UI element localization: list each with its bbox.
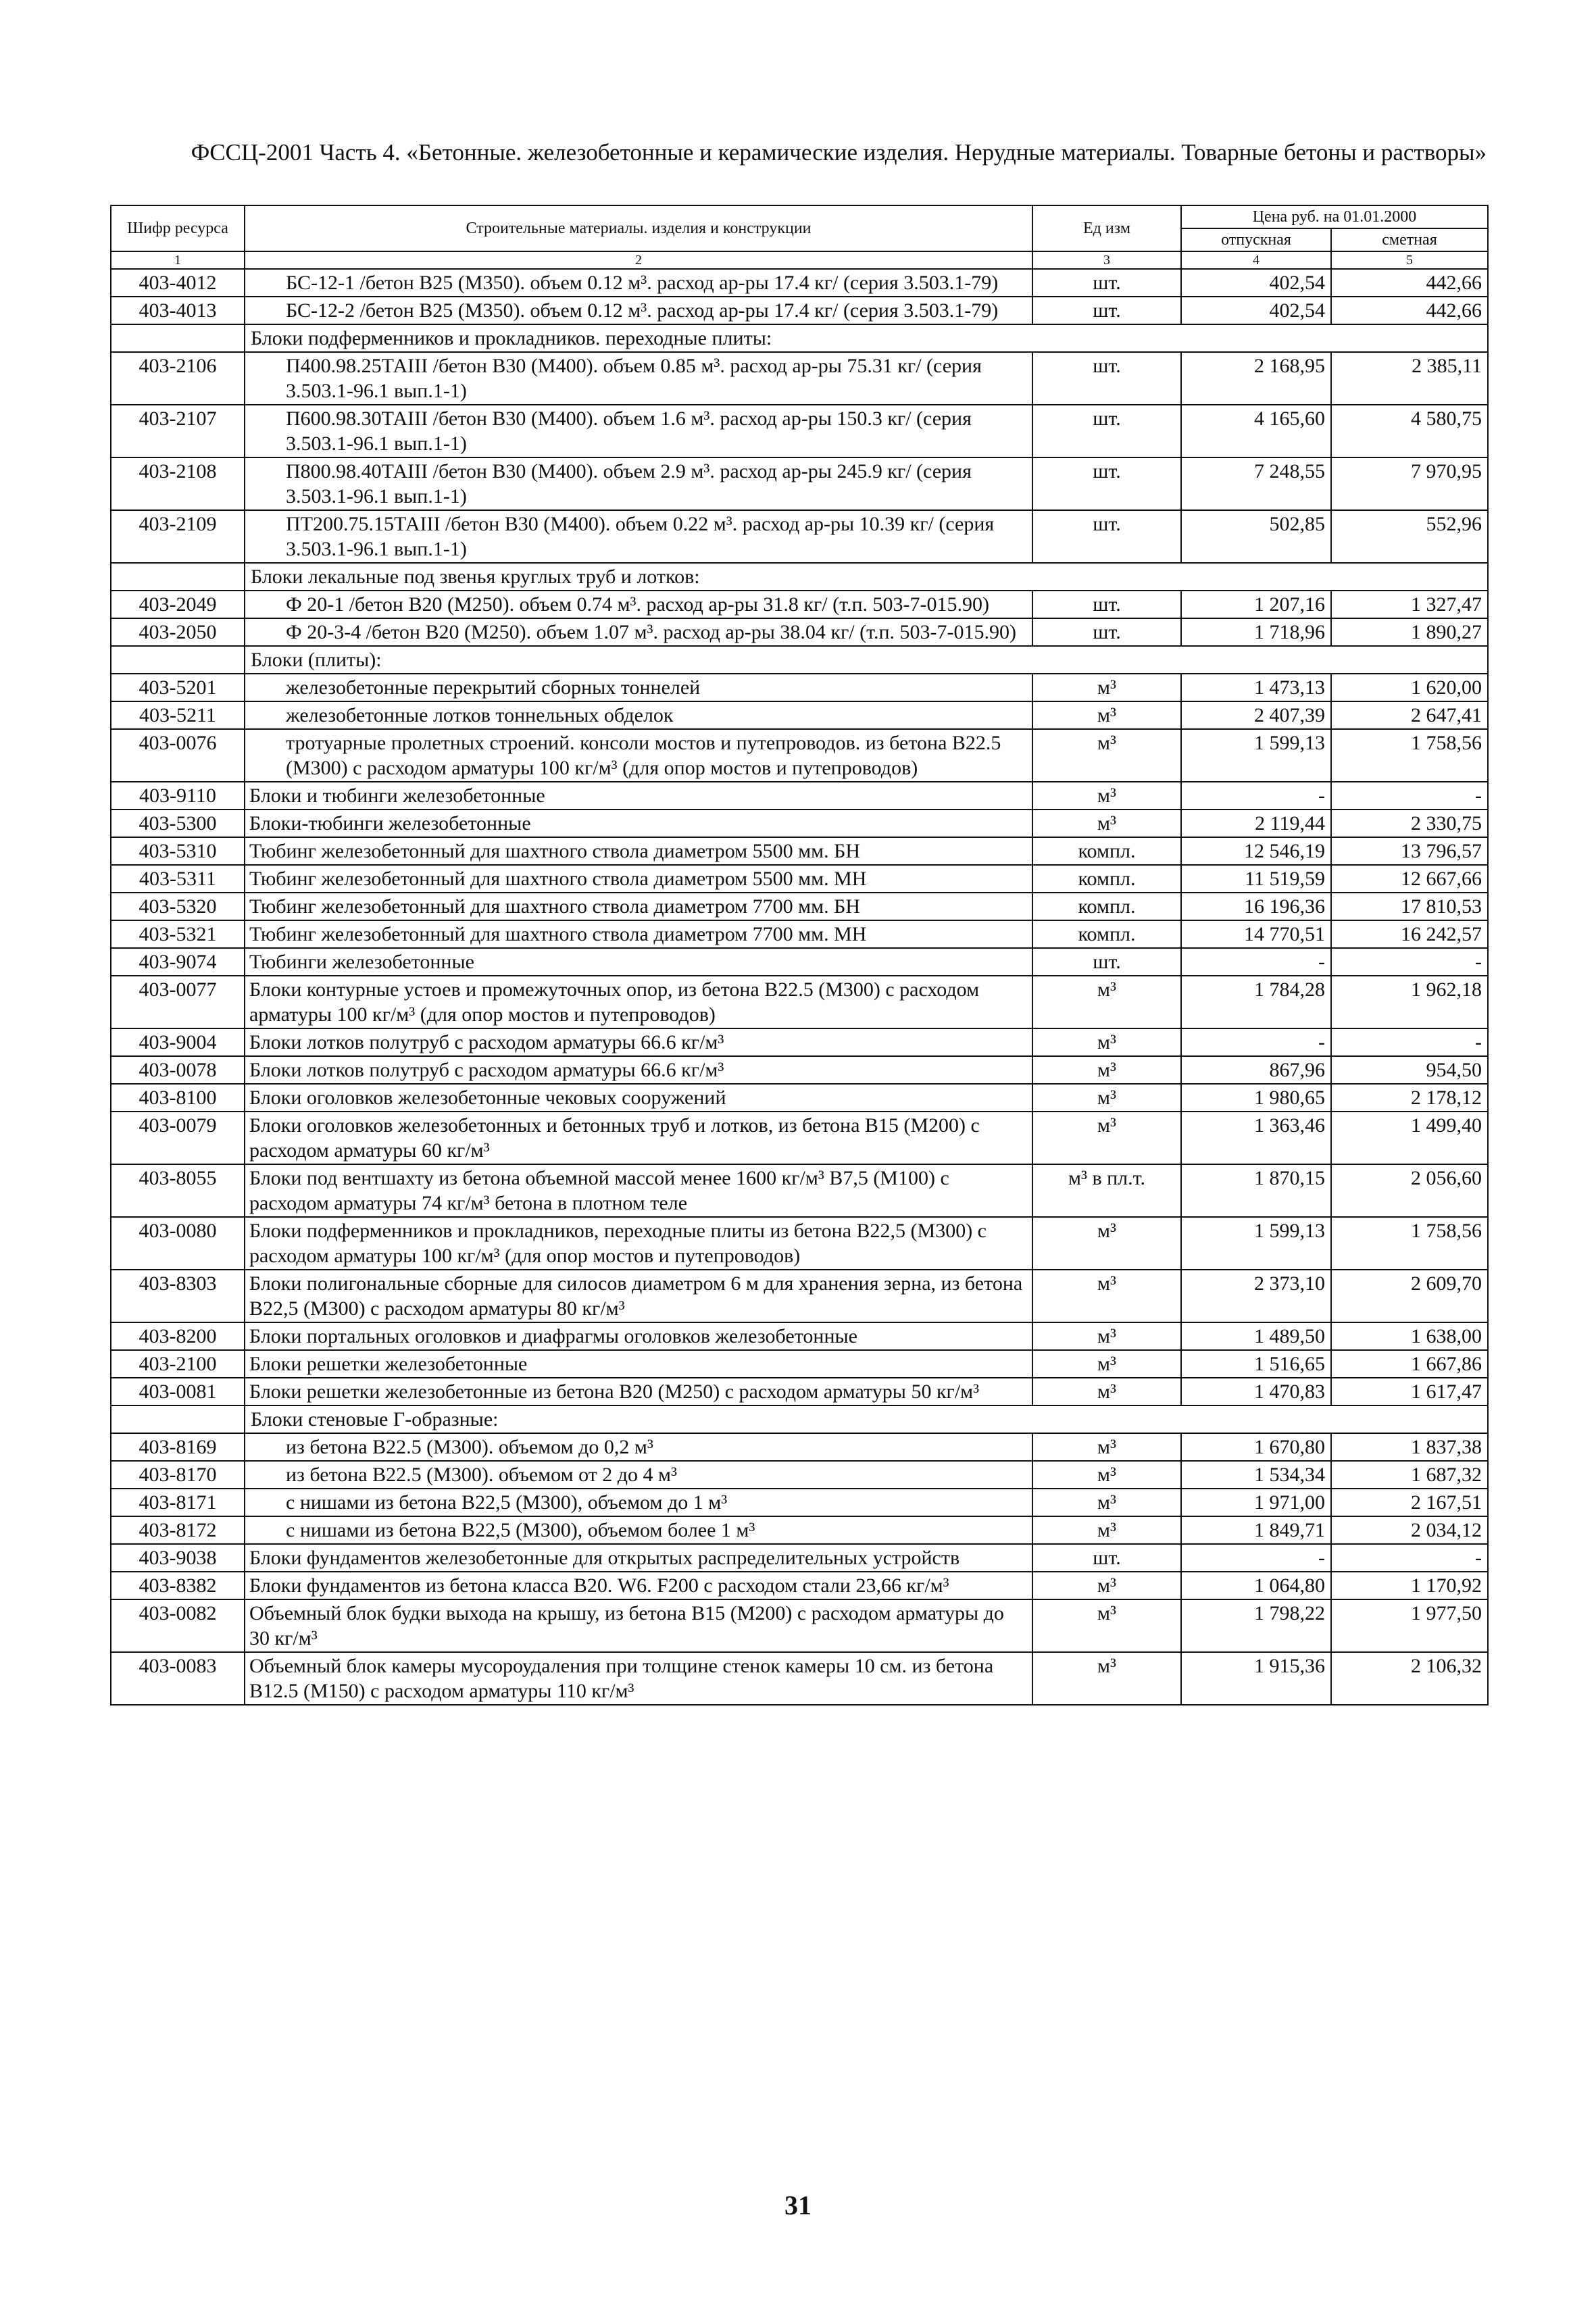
price-table	[110, 205, 1489, 1706]
table-row	[111, 1164, 1488, 1217]
estimate-price: -	[1331, 782, 1488, 810]
release-price: 1 516,65	[1181, 1350, 1331, 1378]
resource-code: 403-8200	[111, 1322, 245, 1350]
material-name: из бетона В22.5 (М300). объемом до 0,2 м³	[245, 1433, 1032, 1461]
material-name: П800.98.40ТАIII /бетон В30 (М400). объем 2.9 м³. расход ар-ры 245.9 кг/ (серия 3.503.1-96.1 вып.1-1)	[245, 457, 1032, 510]
column-number-row	[111, 251, 1488, 269]
release-price: 1 363,46	[1181, 1112, 1331, 1164]
material-name: Блоки фундаментов железобетонные для открытых распределительных устройств	[245, 1544, 1032, 1572]
release-price: 1 670,80	[1181, 1433, 1331, 1461]
unit-of-measure: м³	[1032, 1322, 1181, 1350]
table-header-row	[111, 205, 1488, 228]
material-name: БС-12-1 /бетон В25 (М350). объем 0.12 м³. расход ар-ры 17.4 кг/ (серия 3.503.1-79)	[245, 269, 1032, 297]
unit-of-measure: шт.	[1032, 948, 1181, 976]
material-name: Блоки лотков полутруб с расходом арматуры 66.6 кг/м³	[245, 1028, 1032, 1056]
unit-of-measure: компл.	[1032, 920, 1181, 948]
table-row	[111, 837, 1488, 865]
unit-of-measure: компл.	[1032, 837, 1181, 865]
unit-of-measure: м³	[1032, 810, 1181, 837]
release-price: 2 119,44	[1181, 810, 1331, 837]
unit-of-measure: шт.	[1032, 352, 1181, 405]
resource-code: 403-0078	[111, 1056, 245, 1084]
table-row	[111, 1112, 1488, 1164]
material-name: Блоки и тюбинги железобетонные	[245, 782, 1032, 810]
unit-of-measure: шт.	[1032, 510, 1181, 563]
release-price: 402,54	[1181, 269, 1331, 297]
header-release-price: отпускная	[1181, 228, 1331, 251]
release-price: -	[1181, 1028, 1331, 1056]
resource-code: 403-5310	[111, 837, 245, 865]
release-price: 1 207,16	[1181, 591, 1331, 618]
material-name: Блоки полигональные сборные для силосов диаметром 6 м для хранения зерна, из бетона В22,5 (М300) с расходом арматуры 80 кг/м³	[245, 1270, 1032, 1322]
table-row	[111, 1217, 1488, 1270]
resource-code: 403-2049	[111, 591, 245, 618]
unit-of-measure: м³	[1032, 1350, 1181, 1378]
unit-of-measure: шт.	[1032, 618, 1181, 646]
section-heading-row	[111, 324, 1488, 352]
table-row	[111, 297, 1488, 324]
release-price: 1 980,65	[1181, 1084, 1331, 1112]
estimate-price: 7 970,95	[1331, 457, 1488, 510]
resource-code: 403-8169	[111, 1433, 245, 1461]
release-price: 4 165,60	[1181, 405, 1331, 457]
unit-of-measure: шт.	[1032, 457, 1181, 510]
material-name: Блоки-тюбинги железобетонные	[245, 810, 1032, 837]
estimate-price: 12 667,66	[1331, 865, 1488, 893]
estimate-price: 4 580,75	[1331, 405, 1488, 457]
release-price: 1 915,36	[1181, 1652, 1331, 1705]
unit-of-measure: компл.	[1032, 865, 1181, 893]
estimate-price: 2 167,51	[1331, 1489, 1488, 1516]
table-row	[111, 674, 1488, 701]
header-unit: Ед изм	[1032, 205, 1181, 251]
unit-of-measure: м³	[1032, 1270, 1181, 1322]
resource-code: 403-8170	[111, 1461, 245, 1489]
resource-code: 403-8382	[111, 1572, 245, 1599]
material-name: железобетонные перекрытий сборных тоннелей	[245, 674, 1032, 701]
estimate-price: 1 962,18	[1331, 976, 1488, 1028]
section-code-cell	[111, 646, 245, 674]
unit-of-measure: м³	[1032, 1378, 1181, 1405]
table-row	[111, 1433, 1488, 1461]
unit-of-measure: м³	[1032, 782, 1181, 810]
unit-of-measure: м³	[1032, 1599, 1181, 1652]
release-price: 1 470,83	[1181, 1378, 1331, 1405]
estimate-price: 2 056,60	[1331, 1164, 1488, 1217]
resource-code: 403-8171	[111, 1489, 245, 1516]
unit-of-measure: м³	[1032, 1056, 1181, 1084]
estimate-price: 1 617,47	[1331, 1378, 1488, 1405]
resource-code: 403-9004	[111, 1028, 245, 1056]
table-row	[111, 457, 1488, 510]
unit-of-measure: м³	[1032, 1084, 1181, 1112]
table-row	[111, 618, 1488, 646]
release-price: -	[1181, 782, 1331, 810]
header-name: Строительные материалы. изделия и конструкции	[245, 205, 1032, 251]
section-code-cell	[111, 563, 245, 591]
unit-of-measure: м³ в пл.т.	[1032, 1164, 1181, 1217]
estimate-price: 16 242,57	[1331, 920, 1488, 948]
table-row	[111, 1322, 1488, 1350]
estimate-price: 1 977,50	[1331, 1599, 1488, 1652]
section-code-cell	[111, 324, 245, 352]
table-row	[111, 1084, 1488, 1112]
material-name: Объемный блок будки выхода на крышу, из бетона В15 (М200) с расходом арматуры до 30 кг/м³	[245, 1599, 1032, 1652]
resource-code: 403-5311	[111, 865, 245, 893]
resource-code: 403-2108	[111, 457, 245, 510]
resource-code: 403-9038	[111, 1544, 245, 1572]
estimate-price: 2 178,12	[1331, 1084, 1488, 1112]
resource-code: 403-9110	[111, 782, 245, 810]
release-price: 11 519,59	[1181, 865, 1331, 893]
release-price: 1 784,28	[1181, 976, 1331, 1028]
table-row	[111, 948, 1488, 976]
resource-code: 403-0080	[111, 1217, 245, 1270]
header-code: Шифр ресурса	[111, 205, 245, 251]
material-name: тротуарные пролетных строений. консоли мостов и путепроводов. из бетона В22.5 (М300) с расходом арматуры 100 кг/м³ (для опор мостов и путепроводов)	[245, 729, 1032, 782]
release-price: 1 534,34	[1181, 1461, 1331, 1489]
release-price: 1 599,13	[1181, 729, 1331, 782]
release-price: 2 407,39	[1181, 701, 1331, 729]
estimate-price: 2 609,70	[1331, 1270, 1488, 1322]
table-row	[111, 810, 1488, 837]
material-name: Объемный блок камеры мусороудаления при толщине стенок камеры 10 см. из бетона В12.5 (М150) с расходом арматуры 110 кг/м³	[245, 1652, 1032, 1705]
release-price: 1 718,96	[1181, 618, 1331, 646]
estimate-price: 552,96	[1331, 510, 1488, 563]
resource-code: 403-0077	[111, 976, 245, 1028]
resource-code: 403-8303	[111, 1270, 245, 1322]
column-number: 1	[111, 251, 245, 269]
unit-of-measure: м³	[1032, 1433, 1181, 1461]
table-row	[111, 1350, 1488, 1378]
material-name: Блоки оголовков железобетонных и бетонных труб и лотков, из бетона В15 (М200) с расходом арматуры 60 кг/м³	[245, 1112, 1032, 1164]
table-row	[111, 269, 1488, 297]
unit-of-measure: шт.	[1032, 1544, 1181, 1572]
material-name: Ф 20-1 /бетон В20 (М250). объем 0.74 м³. расход ар-ры 31.8 кг/ (т.п. 503-7-015.90)	[245, 591, 1032, 618]
material-name: ПТ200.75.15ТАIII /бетон В30 (М400). объем 0.22 м³. расход ар-ры 10.39 кг/ (серия 3.503.1-96.1 вып.1-1)	[245, 510, 1032, 563]
table-row	[111, 729, 1488, 782]
material-name: с нишами из бетона В22,5 (М300), объемом до 1 м³	[245, 1489, 1032, 1516]
estimate-price: -	[1331, 1028, 1488, 1056]
table-row	[111, 1652, 1488, 1705]
column-number: 3	[1032, 251, 1181, 269]
release-price: -	[1181, 948, 1331, 976]
unit-of-measure: компл.	[1032, 893, 1181, 920]
estimate-price: 2 106,32	[1331, 1652, 1488, 1705]
table-row	[111, 1378, 1488, 1405]
table-row	[111, 893, 1488, 920]
unit-of-measure: м³	[1032, 1652, 1181, 1705]
table-row	[111, 405, 1488, 457]
section-heading: Блоки стеновые Г-образные:	[245, 1405, 1488, 1433]
release-price: 502,85	[1181, 510, 1331, 563]
table-row	[111, 701, 1488, 729]
resource-code: 403-4013	[111, 297, 245, 324]
table-row	[111, 1489, 1488, 1516]
estimate-price: 1 758,56	[1331, 729, 1488, 782]
table-row	[111, 1516, 1488, 1544]
table-row	[111, 1599, 1488, 1652]
release-price: 402,54	[1181, 297, 1331, 324]
estimate-price: 2 034,12	[1331, 1516, 1488, 1544]
resource-code: 403-8100	[111, 1084, 245, 1112]
resource-code: 403-4012	[111, 269, 245, 297]
unit-of-measure: м³	[1032, 729, 1181, 782]
unit-of-measure: м³	[1032, 1516, 1181, 1544]
column-number: 5	[1331, 251, 1488, 269]
release-price: 1 870,15	[1181, 1164, 1331, 1217]
material-name: Блоки контурные устоев и промежуточных опор, из бетона В22.5 (М300) с расходом арматуры 100 кг/м³ (для опор мостов и путепроводов)	[245, 976, 1032, 1028]
resource-code: 403-0076	[111, 729, 245, 782]
header-price-group: Цена руб. на 01.01.2000	[1181, 205, 1488, 228]
estimate-price: 2 330,75	[1331, 810, 1488, 837]
section-heading: Блоки (плиты):	[245, 646, 1488, 674]
table-row	[111, 1028, 1488, 1056]
header-estimate-price: сметная	[1331, 228, 1488, 251]
resource-code: 403-0082	[111, 1599, 245, 1652]
resource-code: 403-2106	[111, 352, 245, 405]
material-name: Ф 20-3-4 /бетон В20 (М250). объем 1.07 м³. расход ар-ры 38.04 кг/ (т.п. 503-7-015.90)	[245, 618, 1032, 646]
resource-code: 403-2050	[111, 618, 245, 646]
table-row	[111, 1461, 1488, 1489]
estimate-price: 1 620,00	[1331, 674, 1488, 701]
table-row	[111, 976, 1488, 1028]
estimate-price: 442,66	[1331, 269, 1488, 297]
resource-code: 403-8172	[111, 1516, 245, 1544]
column-number: 4	[1181, 251, 1331, 269]
release-price: 16 196,36	[1181, 893, 1331, 920]
unit-of-measure: м³	[1032, 1112, 1181, 1164]
section-heading-row	[111, 563, 1488, 591]
material-name: из бетона В22.5 (М300). объемом от 2 до 4 м³	[245, 1461, 1032, 1489]
estimate-price: -	[1331, 948, 1488, 976]
unit-of-measure: шт.	[1032, 297, 1181, 324]
release-price: 14 770,51	[1181, 920, 1331, 948]
estimate-price: 1 170,92	[1331, 1572, 1488, 1599]
release-price: 2 373,10	[1181, 1270, 1331, 1322]
page-header: ФССЦ-2001 Часть 4. «Бетонные. железобетонные и керамические изделия. Нерудные материалы. Товарные бетоны и растворы»	[191, 139, 1487, 166]
resource-code: 403-5320	[111, 893, 245, 920]
table-row	[111, 1544, 1488, 1572]
unit-of-measure: м³	[1032, 976, 1181, 1028]
material-name: Блоки оголовков железобетонные чековых сооружений	[245, 1084, 1032, 1112]
estimate-price: 1 499,40	[1331, 1112, 1488, 1164]
resource-code: 403-5300	[111, 810, 245, 837]
estimate-price: 954,50	[1331, 1056, 1488, 1084]
material-name: Блоки портальных оголовков и диафрагмы оголовков железобетонные	[245, 1322, 1032, 1350]
estimate-price: 17 810,53	[1331, 893, 1488, 920]
resource-code: 403-8055	[111, 1164, 245, 1217]
table-row	[111, 865, 1488, 893]
section-heading: Блоки лекальные под звенья круглых труб и лотков:	[245, 563, 1488, 591]
unit-of-measure: шт.	[1032, 269, 1181, 297]
table-row	[111, 1270, 1488, 1322]
table-row	[111, 1056, 1488, 1084]
release-price: 7 248,55	[1181, 457, 1331, 510]
table-body	[111, 251, 1488, 1705]
unit-of-measure: м³	[1032, 1489, 1181, 1516]
estimate-price: 2 385,11	[1331, 352, 1488, 405]
material-name: с нишами из бетона В22,5 (М300), объемом более 1 м³	[245, 1516, 1032, 1544]
material-name: Тюбинг железобетонный для шахтного ствола диаметром 5500 мм. БН	[245, 837, 1032, 865]
table-row	[111, 591, 1488, 618]
material-name: Блоки решетки железобетонные	[245, 1350, 1032, 1378]
material-name: Блоки фундаментов из бетона класса В20. W6. F200 с расходом стали 23,66 кг/м³	[245, 1572, 1032, 1599]
release-price: 1 489,50	[1181, 1322, 1331, 1350]
table-row	[111, 782, 1488, 810]
resource-code: 403-2107	[111, 405, 245, 457]
resource-code: 403-5211	[111, 701, 245, 729]
table-row	[111, 1572, 1488, 1599]
release-price: 1 473,13	[1181, 674, 1331, 701]
resource-code: 403-2109	[111, 510, 245, 563]
estimate-price: 1 837,38	[1331, 1433, 1488, 1461]
material-name: БС-12-2 /бетон В25 (М350). объем 0.12 м³. расход ар-ры 17.4 кг/ (серия 3.503.1-79)	[245, 297, 1032, 324]
estimate-price: 1 758,56	[1331, 1217, 1488, 1270]
estimate-price: 442,66	[1331, 297, 1488, 324]
material-name: Тюбинг железобетонный для шахтного ствола диаметром 7700 мм. МН	[245, 920, 1032, 948]
estimate-price: 1 667,86	[1331, 1350, 1488, 1378]
resource-code: 403-0079	[111, 1112, 245, 1164]
release-price: 1 971,00	[1181, 1489, 1331, 1516]
resource-code: 403-2100	[111, 1350, 245, 1378]
material-name: П400.98.25ТАIII /бетон В30 (М400). объем 0.85 м³. расход ар-ры 75.31 кг/ (серия 3.503.1-96.1 вып.1-1)	[245, 352, 1032, 405]
resource-code: 403-5201	[111, 674, 245, 701]
unit-of-measure: м³	[1032, 674, 1181, 701]
estimate-price: 1 890,27	[1331, 618, 1488, 646]
table-row	[111, 920, 1488, 948]
material-name: Блоки под вентшахту из бетона объемной массой менее 1600 кг/м³ В7,5 (М100) с расходом арматуры 74 кг/м³ бетона в плотном теле	[245, 1164, 1032, 1217]
release-price: 1 064,80	[1181, 1572, 1331, 1599]
estimate-price: 13 796,57	[1331, 837, 1488, 865]
material-name: Блоки решетки железобетонные из бетона В20 (М250) с расходом арматуры 50 кг/м³	[245, 1378, 1032, 1405]
release-price: 2 168,95	[1181, 352, 1331, 405]
estimate-price: 1 638,00	[1331, 1322, 1488, 1350]
unit-of-measure: м³	[1032, 1461, 1181, 1489]
release-price: 867,96	[1181, 1056, 1331, 1084]
material-name: Блоки подферменников и прокладников, переходные плиты из бетона В22,5 (М300) с расходом арматуры 100 кг/м³ (для опор мостов и путепроводов)	[245, 1217, 1032, 1270]
estimate-price: 2 647,41	[1331, 701, 1488, 729]
unit-of-measure: м³	[1032, 1028, 1181, 1056]
unit-of-measure: шт.	[1032, 405, 1181, 457]
page-number: 31	[784, 2190, 812, 2220]
resource-code: 403-5321	[111, 920, 245, 948]
release-price: 1 849,71	[1181, 1516, 1331, 1544]
estimate-price: -	[1331, 1544, 1488, 1572]
section-code-cell	[111, 1405, 245, 1433]
section-heading-row	[111, 646, 1488, 674]
estimate-price: 1 327,47	[1331, 591, 1488, 618]
material-name: Тюбинг железобетонный для шахтного ствола диаметром 5500 мм. МН	[245, 865, 1032, 893]
material-name: Блоки лотков полутруб с расходом арматуры 66.6 кг/м³	[245, 1056, 1032, 1084]
section-heading: Блоки подферменников и прокладников. переходные плиты:	[245, 324, 1488, 352]
table-row	[111, 510, 1488, 563]
material-name: Тюбинги железобетонные	[245, 948, 1032, 976]
resource-code: 403-9074	[111, 948, 245, 976]
unit-of-measure: м³	[1032, 701, 1181, 729]
unit-of-measure: м³	[1032, 1217, 1181, 1270]
table-row	[111, 352, 1488, 405]
release-price: 1 599,13	[1181, 1217, 1331, 1270]
unit-of-measure: шт.	[1032, 591, 1181, 618]
estimate-price: 1 687,32	[1331, 1461, 1488, 1489]
resource-code: 403-0083	[111, 1652, 245, 1705]
price-table-container	[110, 205, 1487, 1706]
unit-of-measure: м³	[1032, 1572, 1181, 1599]
release-price: 12 546,19	[1181, 837, 1331, 865]
release-price: 1 798,22	[1181, 1599, 1331, 1652]
section-heading-row	[111, 1405, 1488, 1433]
resource-code: 403-0081	[111, 1378, 245, 1405]
release-price: -	[1181, 1544, 1331, 1572]
material-name: П600.98.30ТАIII /бетон В30 (М400). объем 1.6 м³. расход ар-ры 150.3 кг/ (серия 3.503.1-96.1 вып.1-1)	[245, 405, 1032, 457]
column-number: 2	[245, 251, 1032, 269]
material-name: железобетонные лотков тоннельных обделок	[245, 701, 1032, 729]
material-name: Тюбинг железобетонный для шахтного ствола диаметром 7700 мм. БН	[245, 893, 1032, 920]
